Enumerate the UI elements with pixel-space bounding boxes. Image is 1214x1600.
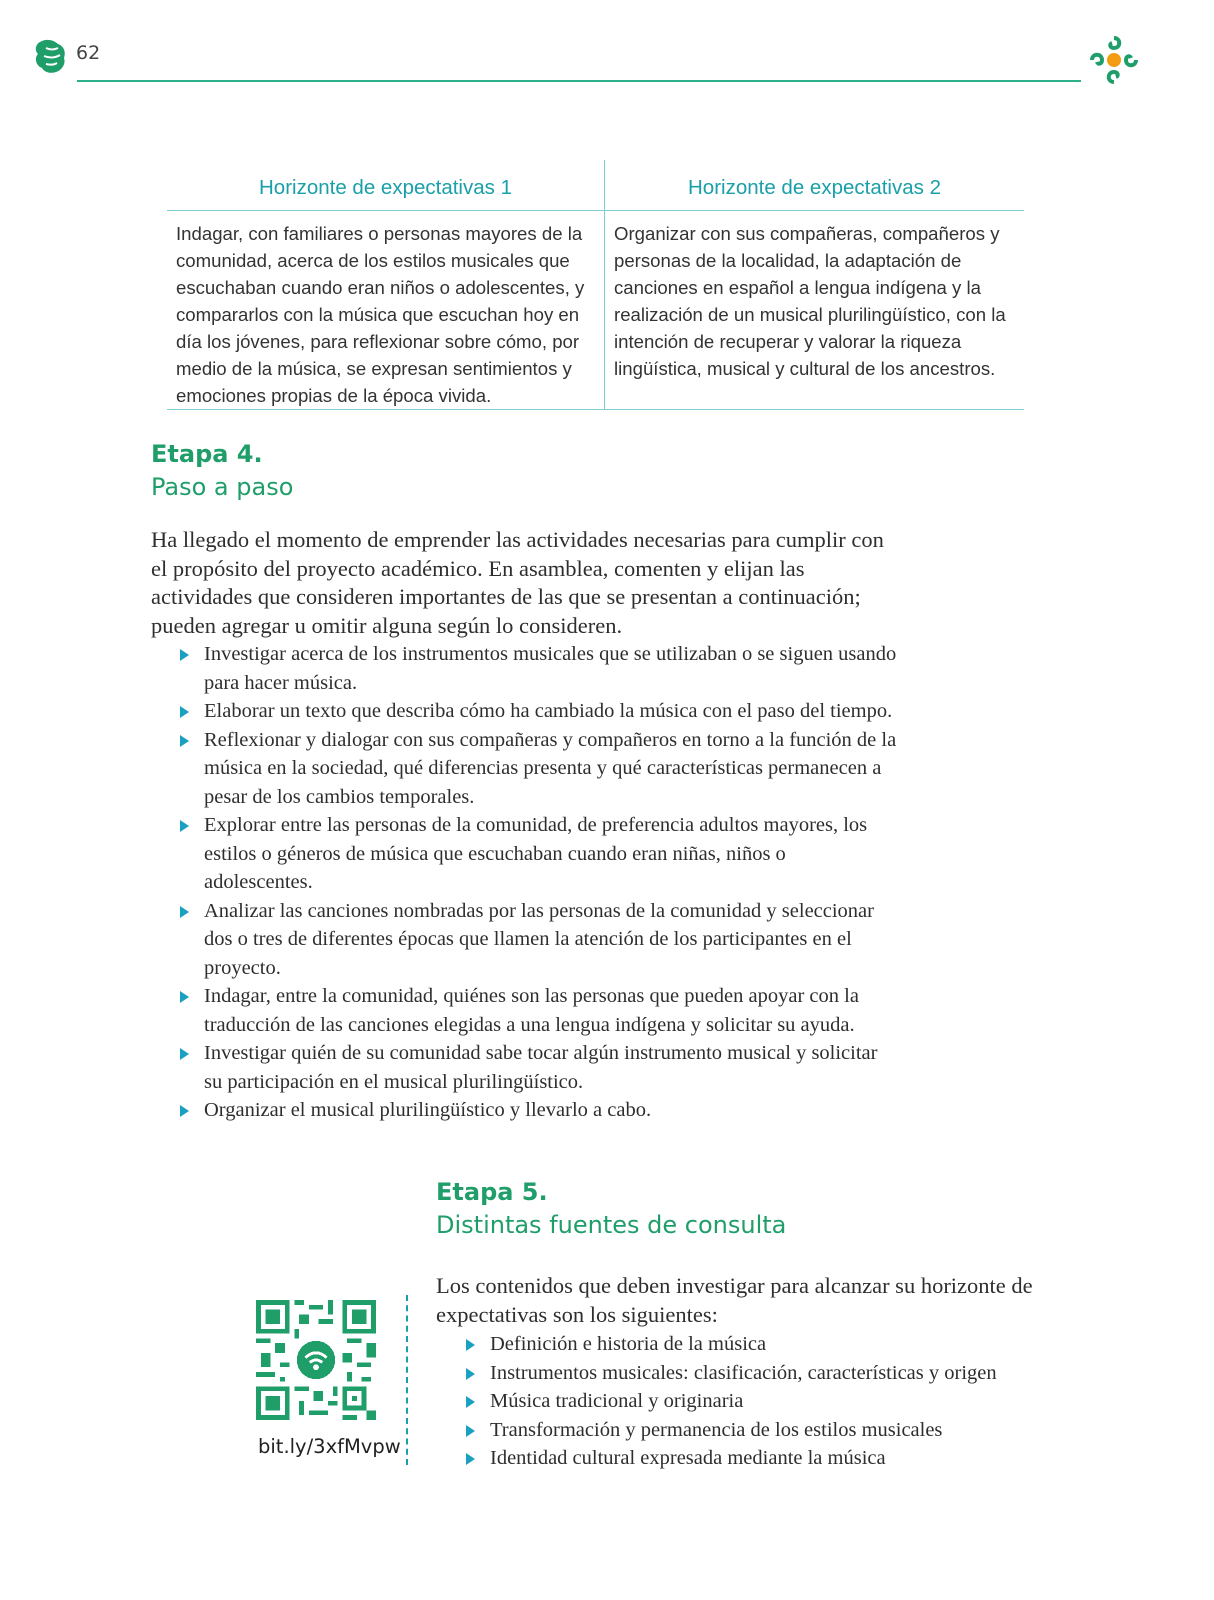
dashed-divider [406, 1295, 408, 1465]
list-item-text: Analizar las canciones nombradas por las personas de la comunidad y seleccionar dos o tres de diferentes épocas que llamen la atención de los participantes en el proyecto. [204, 899, 874, 979]
stage4-title: Etapa 4. [151, 440, 263, 468]
table-bottom-rule [167, 409, 1024, 410]
expectations-2-text: Organizar con sus compañeras, compañeros y personas de la localidad, la adaptación de canciones en español a lengua indígena y la realización de un musical plurilingüístico, con la intención de recuperar y valorar la riqueza lingüística, musical y cultural de los ancestros. [614, 223, 1006, 379]
list-item [178, 982, 898, 1039]
flower-emblem-icon [1088, 34, 1140, 86]
triangle-bullet-icon [180, 649, 189, 661]
list-item [178, 697, 898, 726]
page-number: 62 [76, 42, 101, 64]
list-item [178, 811, 898, 897]
triangle-bullet-icon [180, 906, 189, 918]
list-item-text: Definición e historia de la música [490, 1333, 767, 1355]
qr-url-link[interactable]: bit.ly/3xfMvpw [258, 1435, 401, 1458]
stage4-activity-list [178, 640, 898, 1125]
list-item-text: Explorar entre las personas de la comunidad, de preferencia adultos mayores, los estilos o géneros de música que escuchaban cuando eran niñas, niños o adolescentes. [204, 814, 868, 893]
stage4-subtitle: Paso a paso [151, 473, 294, 501]
expectations-column-1 [167, 160, 604, 410]
list-item [178, 1039, 898, 1096]
expectations-column-2 [605, 160, 1024, 410]
stage5-title: Etapa 5. [436, 1178, 548, 1206]
triangle-bullet-icon [180, 706, 189, 718]
triangle-bullet-icon [180, 1105, 189, 1117]
list-item [464, 1359, 1064, 1388]
triangle-bullet-icon [466, 1453, 475, 1465]
list-item-text: Reflexionar y dialogar con sus compañeras y compañeros en torno a la función de la música en la sociedad, qué diferencias presenta y qué características permanecen a pesar de los cambios temporales. [204, 728, 897, 808]
list-item [178, 726, 898, 812]
expectations-1-text: Indagar, con familiares o personas mayores de la comunidad, acerca de los estilos musicales que escuchaban cuando eran niños o adolescentes, y compararlos con la música que escuchan hoy en día los jóvenes, para reflexionar sobre cómo, por medio de la música, se expresan sentimientos y emociones propias de la época vivida. [176, 223, 585, 406]
list-item-text: Investigar acerca de los instrumentos musicales que se utilizaban o se siguen usando para hacer música. [204, 643, 897, 694]
list-item [464, 1416, 1064, 1445]
list-item [178, 1096, 898, 1125]
triangle-bullet-icon [180, 991, 189, 1003]
triangle-bullet-icon [466, 1339, 475, 1351]
list-item [178, 640, 898, 697]
stage4-intro: Ha llegado el momento de emprender las actividades necesarias para cumplir con el propósito del proyecto académico. En asamblea, comenten y elijan las actividades que consideren importantes de las que se presentan a continuación; pueden agregar u omitir alguna según lo consideren. [151, 527, 884, 638]
list-item-text: Investigar quién de su comunidad sabe tocar algún instrumento musical y solicitar su participación en el musical plurilingüístico. [204, 1042, 878, 1093]
list-item-text: Elaborar un texto que describa cómo ha cambiado la música con el paso del tiempo. [204, 700, 893, 722]
triangle-bullet-icon [466, 1425, 475, 1437]
triangle-bullet-icon [180, 735, 189, 747]
triangle-bullet-icon [466, 1368, 475, 1380]
list-item-text: Instrumentos musicales: clasificación, características y origen [490, 1361, 997, 1384]
header-rule [77, 80, 1081, 82]
list-item-text: Organizar el musical plurilingüístico y llevarlo a cabo. [204, 1099, 652, 1121]
expectations-2-title: Horizonte de expectativas 2 [605, 160, 1024, 211]
stage5-subtitle: Distintas fuentes de consulta [436, 1211, 787, 1239]
book-logo-icon [34, 38, 68, 74]
expectations-table [167, 160, 1024, 410]
list-item [464, 1444, 1064, 1473]
qr-code-icon[interactable] [256, 1300, 376, 1420]
list-item [464, 1330, 1064, 1359]
stage5-intro: Los contenidos que deben investigar para alcanzar su horizonte de expectativas son los siguientes: [436, 1273, 1033, 1327]
triangle-bullet-icon [180, 1048, 189, 1060]
list-item-text: Identidad cultural expresada mediante la música [490, 1447, 886, 1469]
triangle-bullet-icon [180, 820, 189, 832]
triangle-bullet-icon [466, 1396, 475, 1408]
list-item-text: Indagar, entre la comunidad, quiénes son las personas que pueden apoyar con la traducción de las canciones elegidas a una lengua indígena y solicitar su ayuda. [204, 985, 859, 1036]
stage5-topic-list [464, 1330, 1064, 1473]
list-item-text: Música tradicional y originaria [490, 1390, 744, 1412]
list-item [178, 897, 898, 983]
expectations-1-title: Horizonte de expectativas 1 [167, 160, 604, 211]
list-item [464, 1387, 1064, 1416]
list-item-text: Transformación y permanencia de los estilos musicales [490, 1418, 943, 1441]
